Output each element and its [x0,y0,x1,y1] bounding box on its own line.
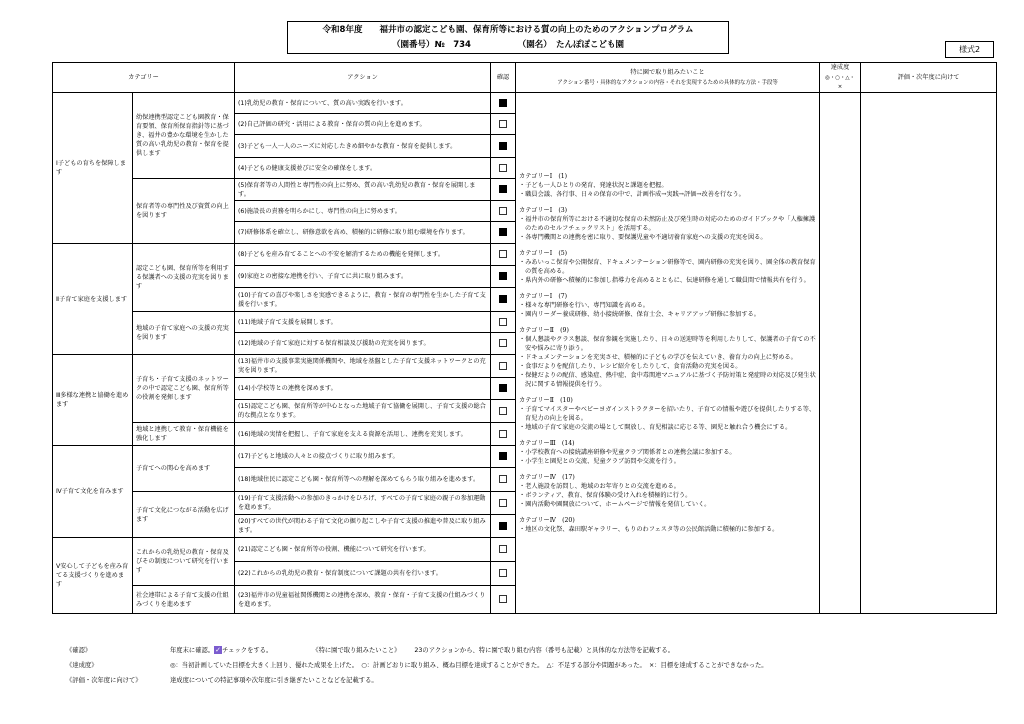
header-focus-sub: アクション番号・具体的なアクションの内容・それを実現するための具体的な方法・手段等 [557,79,778,86]
note-value: ◎：当初計画していた目標を大きく上回り、優れた成果を上げた。 ○：計画どおりに取り組み、概ね目標を達成することができた。 △：不足する部分や問題があった。 ×：目標を達成することができなかった。 [170,662,768,669]
check-cell [491,158,516,179]
focus-item: ・地区の文化祭、森田駅ギャラリー、もりのわフェスタ等の公民館活動に積極的に参加する。 [519,526,779,533]
action-cell: (14)小学校等との連携を深めます。 [235,378,491,400]
focus-item: ・老人施設を訪問し、地域のお年寄りとの交流を進める。 [519,483,680,490]
check-cell [491,446,516,468]
check-cell [491,586,516,614]
checkbox-unchecked[interactable] [499,430,507,438]
achievement-cell[interactable] [820,93,861,614]
checkbox-unchecked[interactable] [499,569,507,577]
header-achievement-sub: ◎・○・△・× [825,75,855,90]
check-cell [491,538,516,562]
focus-item: ・ドキュメンテーションを充実させ、積極的に子どもの学びを伝えていき、養育力の向上に努める。 [519,354,797,361]
evaluation-cell[interactable] [861,93,997,614]
check-cell [491,562,516,586]
form-tag: 様式2 [945,41,994,58]
subcategory-cell: これからの乳幼児の教育・保育及びその制度について研究を行います [133,538,235,586]
note-achievement [66,658,1006,673]
checkbox-checked[interactable] [499,522,507,530]
focus-item: ・個人懇談やクラス懇談、保育参観を実施したり、日々の送迎時等を利用したりして、保護者の子育ての不安や悩みに寄り添う。 [519,336,816,352]
checkbox-checked[interactable] [499,228,507,236]
note-value: 23のアクションから、特に園で取り組む内容（番号も記載）と具体的な方法等を記載する。 [414,647,674,654]
note-key: 《確認》 [66,647,92,654]
focus-item: ・小学校教育への接続講座研修や児童クラブ関係者との連携会議に参加する。 [519,449,736,456]
focus-heading: カテゴリーⅣ (17) [519,474,575,481]
note-value [170,643,272,658]
action-cell: (11)地域子育て支援を展開します。 [235,312,491,333]
check-cell [491,378,516,400]
header-action: アクション [235,63,491,93]
header-focus-title: 特に園で取り組みたいこと [630,68,705,76]
focus-item: ・子ども一人ひとりの発育、発達状況と課題を把握。 [519,182,668,189]
focus-heading: カテゴリーⅠ (1) [519,173,568,180]
subcategory-cell: 子育て文化につながる活動を広げます [133,492,235,538]
subcategory-cell: 保育者等の専門性及び資質の向上を図ります [133,179,235,244]
subcategory-cell: 子育てへの関心を高めます [133,446,235,492]
focus-item: ・県内外の研修へ積極的に参加し指導力を高めるとともに、伝達研修を通して職員間で情報共有を行う。 [519,277,810,284]
checkbox-unchecked[interactable] [499,362,507,370]
check-cell [491,135,516,158]
subcategory-cell: 子育ち・子育て支援のネットワークの中で認定こども園、保育所等の役割を発揮します [133,355,235,423]
check-cell [491,288,516,312]
checkbox-checked[interactable] [499,452,507,460]
action-program-table [52,62,997,614]
action-cell: (3)子ども一人一人のニーズに対応したきめ細やかな教育・保育を提供します。 [235,135,491,158]
focus-item: ・子育てマイスターやベビーヨガインストラクターを招いたり、子育ての情報や遊びを提供したりする等、育児力の向上を図る。 [519,406,816,422]
action-cell: (12)地域の子育て家庭に対する保育相談及び援助の充実を図ります。 [235,333,491,355]
action-cell: (16)地域の実情を把握し、子育て家庭を支える資源を活用し、連携を充実します。 [235,423,491,446]
subcategory-cell: 社会連帯による子育て支援の仕組みづくりを進めます [133,586,235,614]
subcategory-cell: 幼保連携型認定こども園教育・保育要領、保育所保育指針等に基づき、福井の豊かな環境を生かした質の高い乳幼児の教育・保育を提供します [133,93,235,179]
focus-item: ・各専門機関との連携を密に取り、要保護児童や不適切養育家庭への支援の充実を図る。 [519,234,767,241]
check-cell [491,222,516,244]
action-cell: (13)福井市の支援事業実施関係機関や、地域を基盤とした子育て支援ネットワークとの充実を図ります。 [235,355,491,378]
action-cell: (8)子どもを産み育てることへの不安を解消するための機能を発揮します。 [235,244,491,266]
action-cell: (10)子育ての喜びや楽しさを実感できるように、教育・保育の専門性を生かした子育て支援を行います。 [235,288,491,312]
check-cell [491,355,516,378]
action-cell: (9)家庭との密接な連携を行い、子育てに共に取り組みます。 [235,266,491,288]
focus-item: ・園内リーダー養成研修、幼小接続研修、保育士会、キャリアアップ研修に参加する。 [519,311,760,318]
header-achievement-title: 達成度 [830,64,850,71]
note-kakunin [66,643,1006,658]
action-cell: (7)研修体系を確立し、研修意欲を高め、積極的に研修に取り組む環境を作ります。 [235,222,491,244]
action-cell: (5)保育者等の人間性と専門性の向上に努め、質の高い乳幼児の教育・保育を展開します。 [235,179,491,201]
action-cell: (4)子どもの健康支援並びに安全の確保をします。 [235,158,491,179]
focus-heading: カテゴリーⅡ (9) [519,327,569,334]
focus-item: ・食事だよりを配信したり、レシピ紹介をしたりして、食育活動の充実を図る。 [519,363,742,370]
focus-cell [516,93,820,614]
check-cell [491,266,516,288]
action-cell: (19)子育て支援活動への参加のきっかけをひろげ、すべての子育て家庭の親子の参加運動を進めます。 [235,492,491,515]
focus-heading: カテゴリーⅣ (20) [519,517,575,524]
focus-item: ・様々な専門研修を行い、専門知識を高める。 [519,302,649,309]
checkbox-unchecked[interactable] [499,318,507,326]
category-cell: Ⅴ安心して子どもを産み育てる支援づくりを進めます [53,538,133,614]
check-cell [491,515,516,538]
checkbox-checked[interactable] [499,185,507,193]
focus-heading: カテゴリーⅠ (3) [519,207,568,214]
focus-item: ・福井市の保育所等における不適切な保育の未然防止及び発生時の対応のためのガイドブックや「人権擁護のためのセルフチェックリスト」を活用する。 [519,216,816,232]
checkbox-unchecked[interactable] [499,250,507,258]
check-cell [491,114,516,135]
table-row [53,93,997,114]
action-cell: (1)乳幼児の教育・保育について、質の高い実践を行います。 [235,93,491,114]
title-line-1: 令和8年度 福井市の認定こども園、保育所等における質の向上のためのアクションプログラム [322,25,694,35]
check-cell [491,312,516,333]
checkbox-checked[interactable] [499,99,507,107]
focus-item: ・保健だよりの配信、感染症、熱中症、食中毒関連マニュアルに基づく予防対策と発症時の対応及び発生状況に関する情報提供を行う。 [519,372,816,388]
note-text: 年度末に確認。 [170,647,215,654]
check-cell [491,400,516,423]
header-achievement [820,63,861,93]
checkbox-checked[interactable] [499,272,507,280]
subcategory-cell: 地域の子育て家庭への支援の充実を図ります [133,312,235,355]
focus-heading: カテゴリーⅡ (10) [519,397,573,404]
note-key: 《特に園で取り組みたいこと》 [312,647,401,654]
checkbox-unchecked[interactable] [499,407,507,415]
note-key: 《評価・次年度に向けて》 [66,677,142,684]
action-cell: (17)子どもと地域の人々との接点づくりに取り組みます。 [235,446,491,468]
action-cell: (15)認定こども園、保育所等が中心となった地域子育て協働を展開し、子育て支援の総合的な拠点となります。 [235,400,491,423]
subcategory-cell: 認定こども園、保育所等を利用する保護者への支援の充実を図ります [133,244,235,312]
action-cell: (20)すべての世代が関わる子育て文化の掘り起こしや子育て支援の推進や普及に取り組みます。 [235,515,491,538]
checkbox-unchecked[interactable] [499,120,507,128]
category-cell: Ⅱ子育て家庭を支援します [53,244,133,355]
focus-item: ・ボランティア、教育、保育体験の受け入れを積極的に行う。 [519,492,692,499]
focus-item: ・小学生と園児との交流、児童クラブ訪問や交流を行う。 [519,458,680,465]
category-cell: Ⅰ子どもの育ちを保障します [53,93,133,244]
focus-item: ・職員会議、各行事、日々の保育の中で、計画作成→実践→評価→改善を行なう。 [519,191,745,198]
checkbox-unchecked[interactable] [499,545,507,553]
check-cell [491,201,516,222]
action-cell: (6)施設長の責務を明らかにし、専門性の向上に努めます。 [235,201,491,222]
note-evaluation [66,673,1006,688]
check-cell [491,93,516,114]
document-title [287,21,729,54]
checkbox-checked[interactable] [499,295,507,303]
focus-heading: カテゴリーⅢ (14) [519,440,575,447]
title-line-2: （園番号）№ 734 （園名） たんぽぽこども園 [392,40,624,50]
check-cell [491,244,516,266]
note-key: 《達成度》 [66,662,98,669]
action-cell: (18)地域住民に認定こども園・保育所等への理解を深めてもらう取り組みを進めます。 [235,468,491,492]
checkbox-unchecked[interactable] [499,475,507,483]
focus-item: ・みあいっこ保育や公開保育、ドキュメンテーション研修等で、園内研修の充実を図り、園全体の教育保育の質を高める。 [519,259,816,275]
check-cell [491,468,516,492]
category-cell: Ⅳ子育て文化を育みます [53,446,133,538]
checkbox-unchecked[interactable] [499,595,507,603]
focus-heading: カテゴリーⅠ (7) [519,293,568,300]
action-cell: (2)自己評価の研究・活用による教育・保育の質の向上を進めます。 [235,114,491,135]
checkbox-checked-icon: ✓ [215,646,222,654]
check-cell [491,423,516,446]
action-cell: (22)これからの乳幼児の教育・保育制度について課題の共有を行います。 [235,562,491,586]
category-cell: Ⅲ多様な連携と協働を進めます [53,355,133,446]
checkbox-unchecked[interactable] [499,164,507,172]
checkbox-checked[interactable] [499,142,507,150]
focus-item: ・園内活動や園開放について、ホームページで情報を発信していく。 [519,501,711,508]
check-cell [491,333,516,355]
checkbox-unchecked[interactable] [499,207,507,215]
check-cell [491,179,516,201]
checkbox-unchecked[interactable] [499,339,507,347]
action-cell: (21)認定こども園・保育所等の役割、機能について研究を行います。 [235,538,491,562]
note-value: 達成度についての特記事項や次年度に引き継ぎたいことなどを記載する。 [170,677,378,684]
header-category: カテゴリー [53,63,235,93]
check-cell [491,492,516,515]
checkbox-checked[interactable] [499,384,507,392]
focus-heading: カテゴリーⅠ (5) [519,250,568,257]
header-check: 確認 [491,63,516,93]
note-text: チェックをする。 [222,647,273,654]
focus-item: ・地域の子育て家庭の交流の場として開放し、育児相談に応じる等、園児と触れ合う機会にする。 [519,424,792,431]
subcategory-cell: 地域と連携して教育・保育機能を強化します [133,423,235,446]
action-cell: (23)福井市の児童福祉関係機関との連携を深め、教育・保育・子育て支援の仕組みづくりを進めます。 [235,586,491,614]
checkbox-unchecked[interactable] [499,499,507,507]
header-evaluation: 評価・次年度に向けて [861,63,997,93]
notes [66,643,1006,688]
header-focus [516,63,820,93]
